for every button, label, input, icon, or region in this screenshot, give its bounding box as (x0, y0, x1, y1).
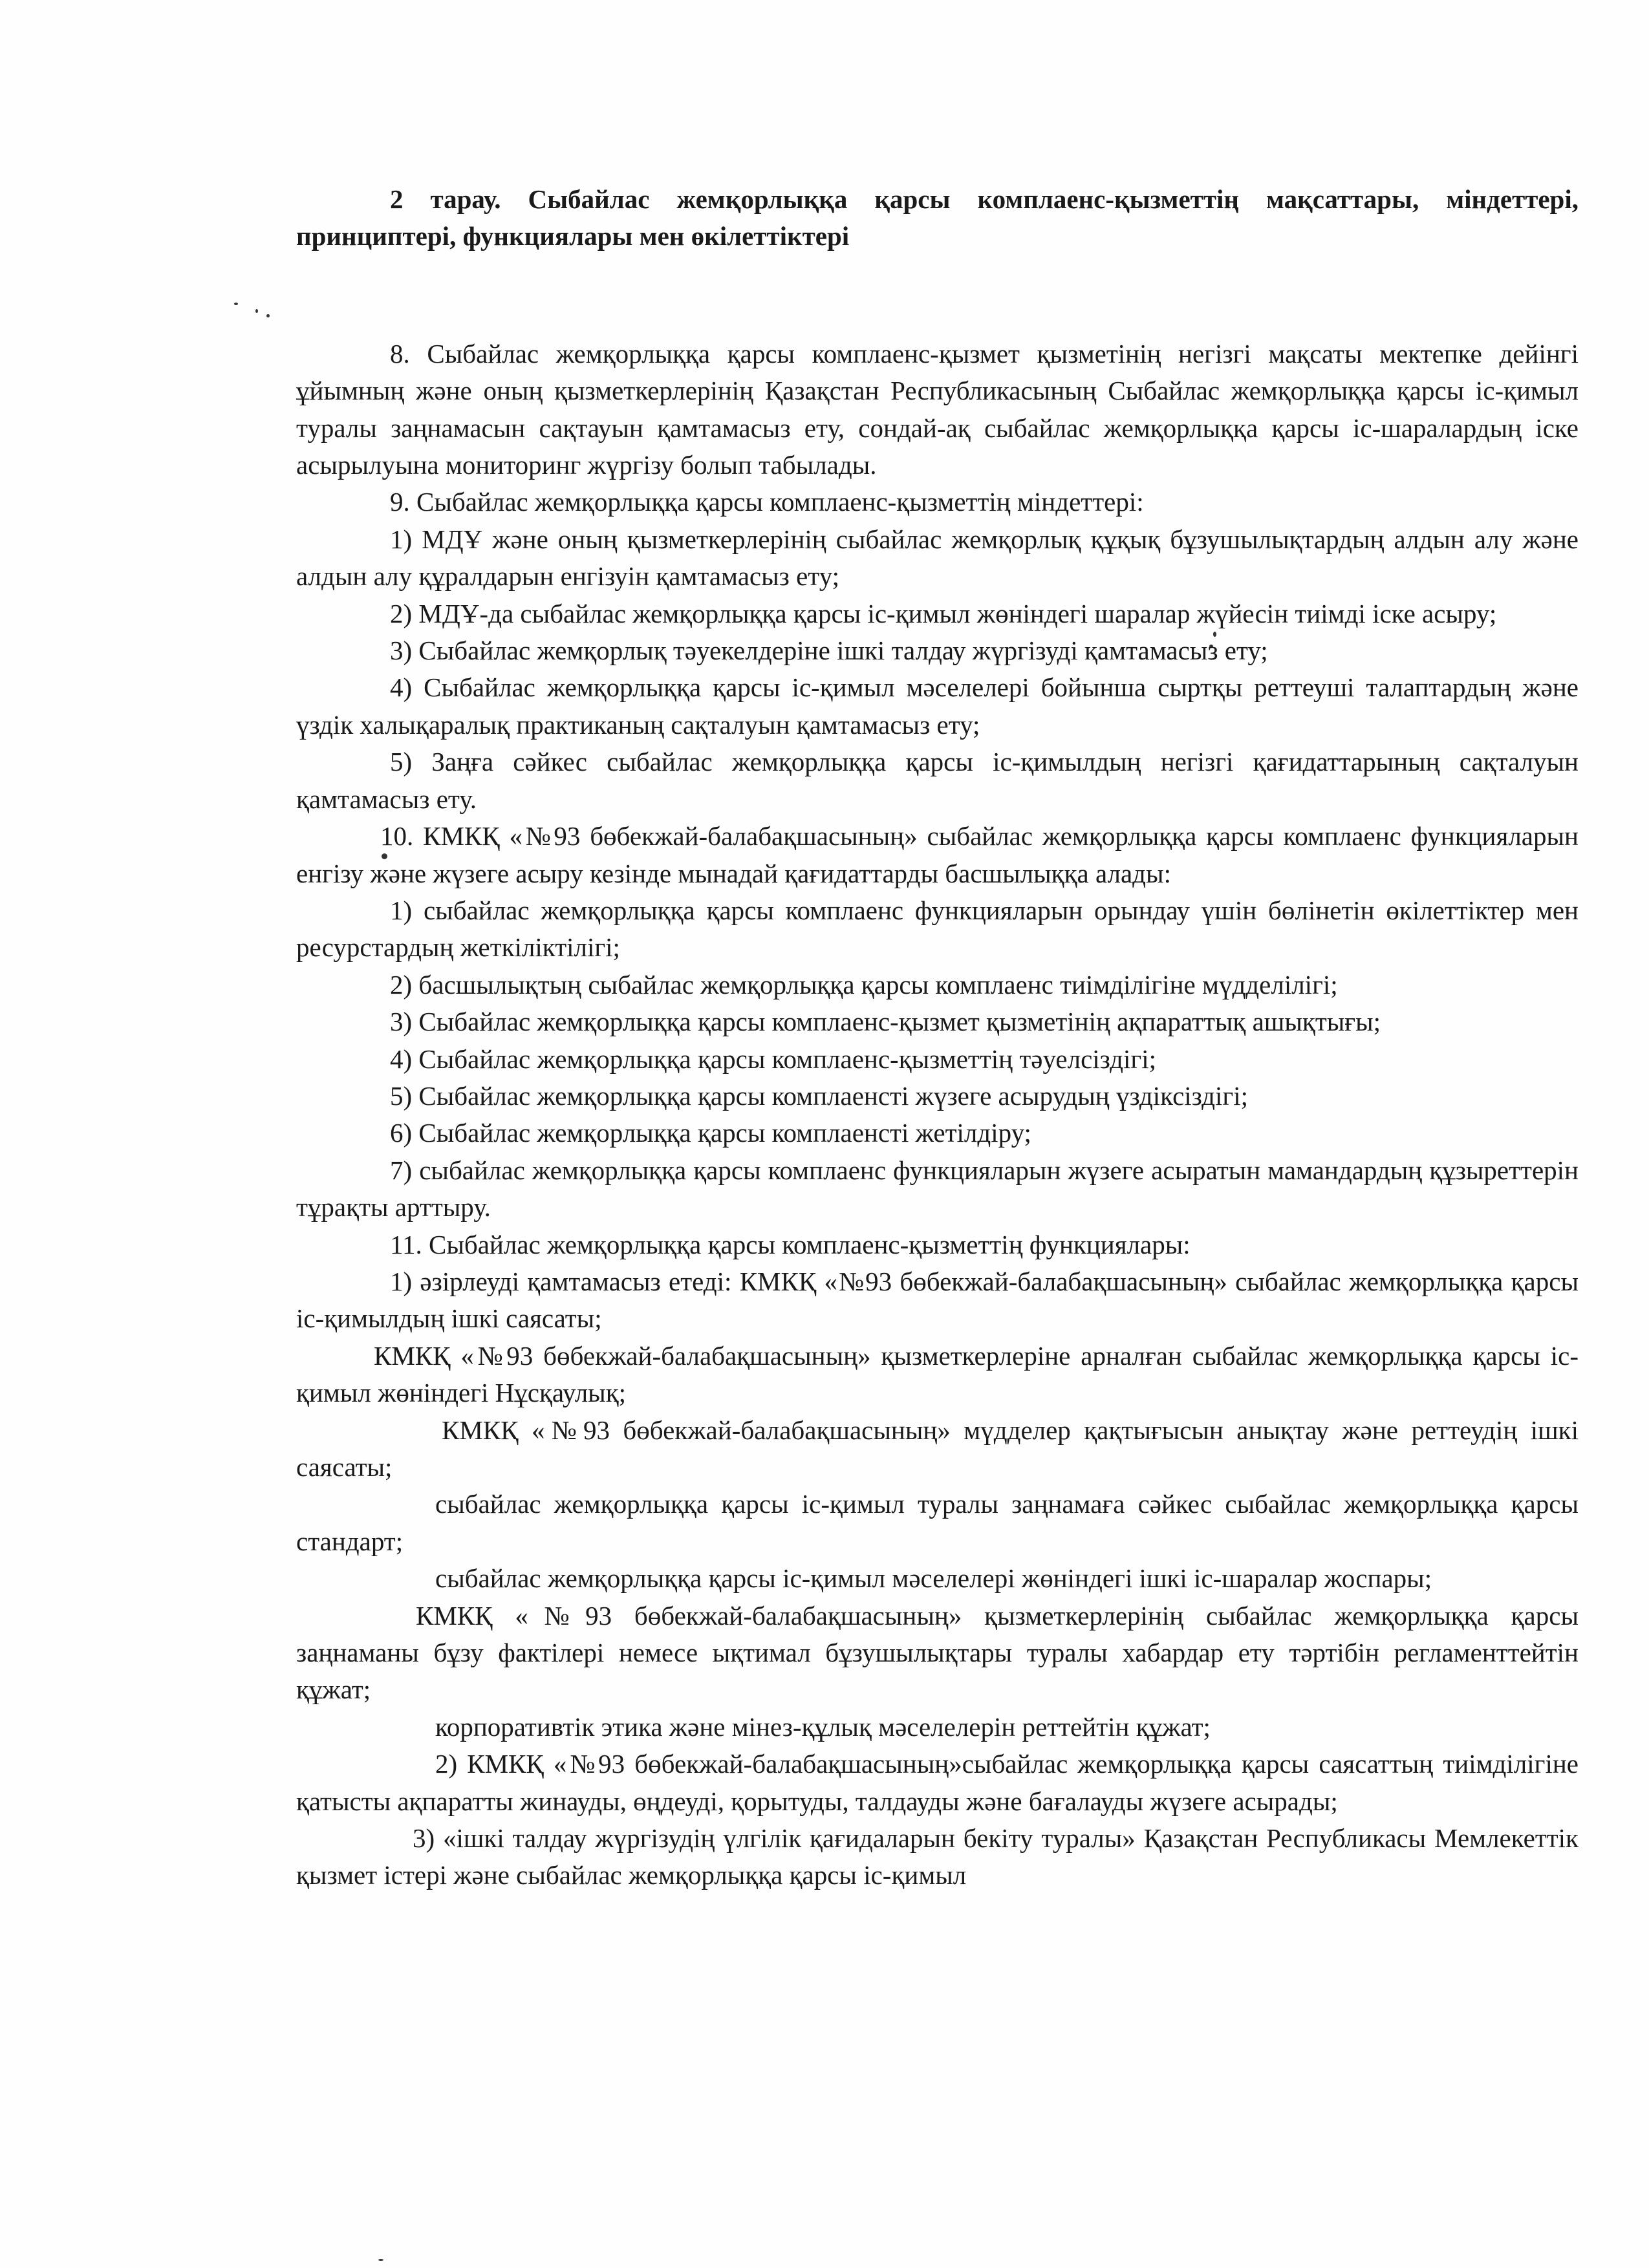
list-item: 3) «ішкі талдау жүргізудің үлгілік қағидаларын бекіту туралы» Қазақстан Республикасы Мемлекеттік қызмет істері және сыбайлас жемқорлыққа қарсы іс-қимыл (296, 1823, 1579, 1890)
document-body (296, 181, 1579, 1894)
list-item: 1) МДҰ және оның қызметкерлерінің сыбайлас жемқорлық құқық бұзушылықтардың алдын алу және алдын алу құралдарын енгізуін қамтамасыз ету; (296, 524, 1579, 592)
list-item: 2) КМКҚ «№93 бөбекжай-балабақшасының»сыбайлас жемқорлыққа қарсы саясаттың тиімділігіне қатысты ақпаратты жинауды, өңдеуді, қорытуды, талдауды және бағалауды жүзеге асырады; (296, 1749, 1579, 1816)
list-item: 4) Сыбайлас жемқорлыққа қарсы комплаенс-қызметтің тәуелсіздігі; (390, 1043, 1156, 1074)
scan-speck (266, 314, 270, 317)
scan-speck (378, 2259, 383, 2261)
scan-speck (234, 303, 238, 305)
list-item: 6) Сыбайлас жемқорлыққа қарсы комплаенсті жетілдіру; (390, 1118, 1031, 1148)
spacer (296, 255, 1579, 336)
list-item: КМКҚ «№93 бөбекжай-балабақшасының» мүдделер қақтығысын анықтау және реттеудің ішкі саясаты; (296, 1415, 1579, 1482)
list-item: 4) Сыбайлас жемқорлыққа қарсы іс-қимыл мәселелері бойынша сыртқы реттеуші талаптардың және үздік халықаралық практиканың сақталуын қамтамасыз ету; (296, 672, 1579, 740)
list-item: сыбайлас жемқорлыққа қарсы іс-қимыл туралы заңнамаға сәйкес сыбайлас жемқорлыққа қарсы стандарт; (296, 1489, 1579, 1556)
paragraph-10: 10. КМКҚ «№93 бөбекжай-балабақшасының» сыбайлас жемқорлыққа қарсы комплаенс функцияларын енгізу және жүзеге асыру кезінде мынадай қағидаттарды басшылыққа алады: (296, 821, 1579, 888)
list-item: 1) әзірлеуді қамтамасыз етеді: КМКҚ «№93 бөбекжай-балабақшасының» сыбайлас жемқорлыққа қарсы іс-қимылдың ішкі саясаты; (296, 1266, 1579, 1334)
paragraph-9: 9. Сыбайлас жемқорлыққа қарсы комплаенс-қызметтің міндеттері: (390, 487, 1144, 517)
list-item: 5) Заңға сәйкес сыбайлас жемқорлыққа қарсы іс-қимылдың негізгі қағидаттарының сақталуын қамтамасыз ету. (296, 747, 1579, 814)
list-item: 3) Сыбайлас жемқорлыққа қарсы комплаенс-қызмет қызметінің ақпараттық ашықтығы; (390, 1007, 1381, 1037)
scan-speck (255, 309, 258, 313)
list-item: 2) басшылықтың сыбайлас жемқорлыққа қарсы комплаенс тиімділігіне мүдделілігі; (390, 969, 1338, 1000)
list-item: 2) МДҰ-да сыбайлас жемқорлыққа қарсы іс-қимыл жөніндегі шаралар жүйесін тиімді іске асыру; (390, 598, 1497, 628)
list-item: 3) Сыбайлас жемқорлық тәуекелдеріне ішкі талдау жүргізуді қамтамасыз ету; (390, 636, 1268, 666)
list-item: 5) Сыбайлас жемқорлыққа қарсы комплаенсті жүзеге асырудың үздіксіздігі; (390, 1080, 1248, 1111)
list-item: КМКҚ «№93 бөбекжай-балабақшасының» қызметкерлеріне арналған сыбайлас жемқорлыққа қарсы іс-қимыл жөніндегі Нұсқаулық; (296, 1340, 1579, 1408)
list-item: сыбайлас жемқорлыққа қарсы іс-қимыл мәселелері жөніндегі ішкі іс-шаралар жоспары; (435, 1563, 1432, 1594)
paragraph-8: 8. Сыбайлас жемқорлыққа қарсы комплаенс-қызмет қызметінің негізгі мақсаты мектепке дейінгі ұйымның және оның қызметкерлерінің Қазақстан Республикасының Сыбайлас жемқорлыққа қарсы іс-қимыл туралы заңнамасын сақтауын қамтамасыз ету, сондай-ақ сыбайлас жемқорлыққа қарсы іс-шаралардың іске асырылуына мониторинг жүргізу болып табылады. (296, 338, 1579, 480)
list-item: 7) сыбайлас жемқорлыққа қарсы комплаенс функцияларын жүзеге асыратын мамандардың құзыреттерін тұрақты арттыру. (296, 1155, 1579, 1223)
list-item: корпоративтік этика және мінез-құлық мәселелерін реттейтін құжат; (435, 1711, 1211, 1742)
list-item: КМКҚ «№93 бөбекжай-балабақшасының» қызметкерлерінің сыбайлас жемқорлыққа қарсы заңнаманы бұзу фактілері немесе ықтимал бұзушылықтары туралы хабардар ету тәртібін регламенттейтін құжат; (296, 1600, 1579, 1705)
list-item: 1) сыбайлас жемқорлыққа қарсы комплаенс функцияларын орындау үшін бөлінетін өкілеттіктер мен ресурстардың жеткіліктілігі; (296, 895, 1579, 963)
paragraph-11: 11. Сыбайлас жемқорлыққа қарсы комплаенс-қызметтің функциялары: (390, 1229, 1191, 1259)
chapter-heading: 2 тарау. Сыбайлас жемқорлыққа қарсы комплаенс-қызметтің мақсаттары, міндеттері, принциптері, функциялары мен өкілеттіктері (296, 184, 1579, 251)
